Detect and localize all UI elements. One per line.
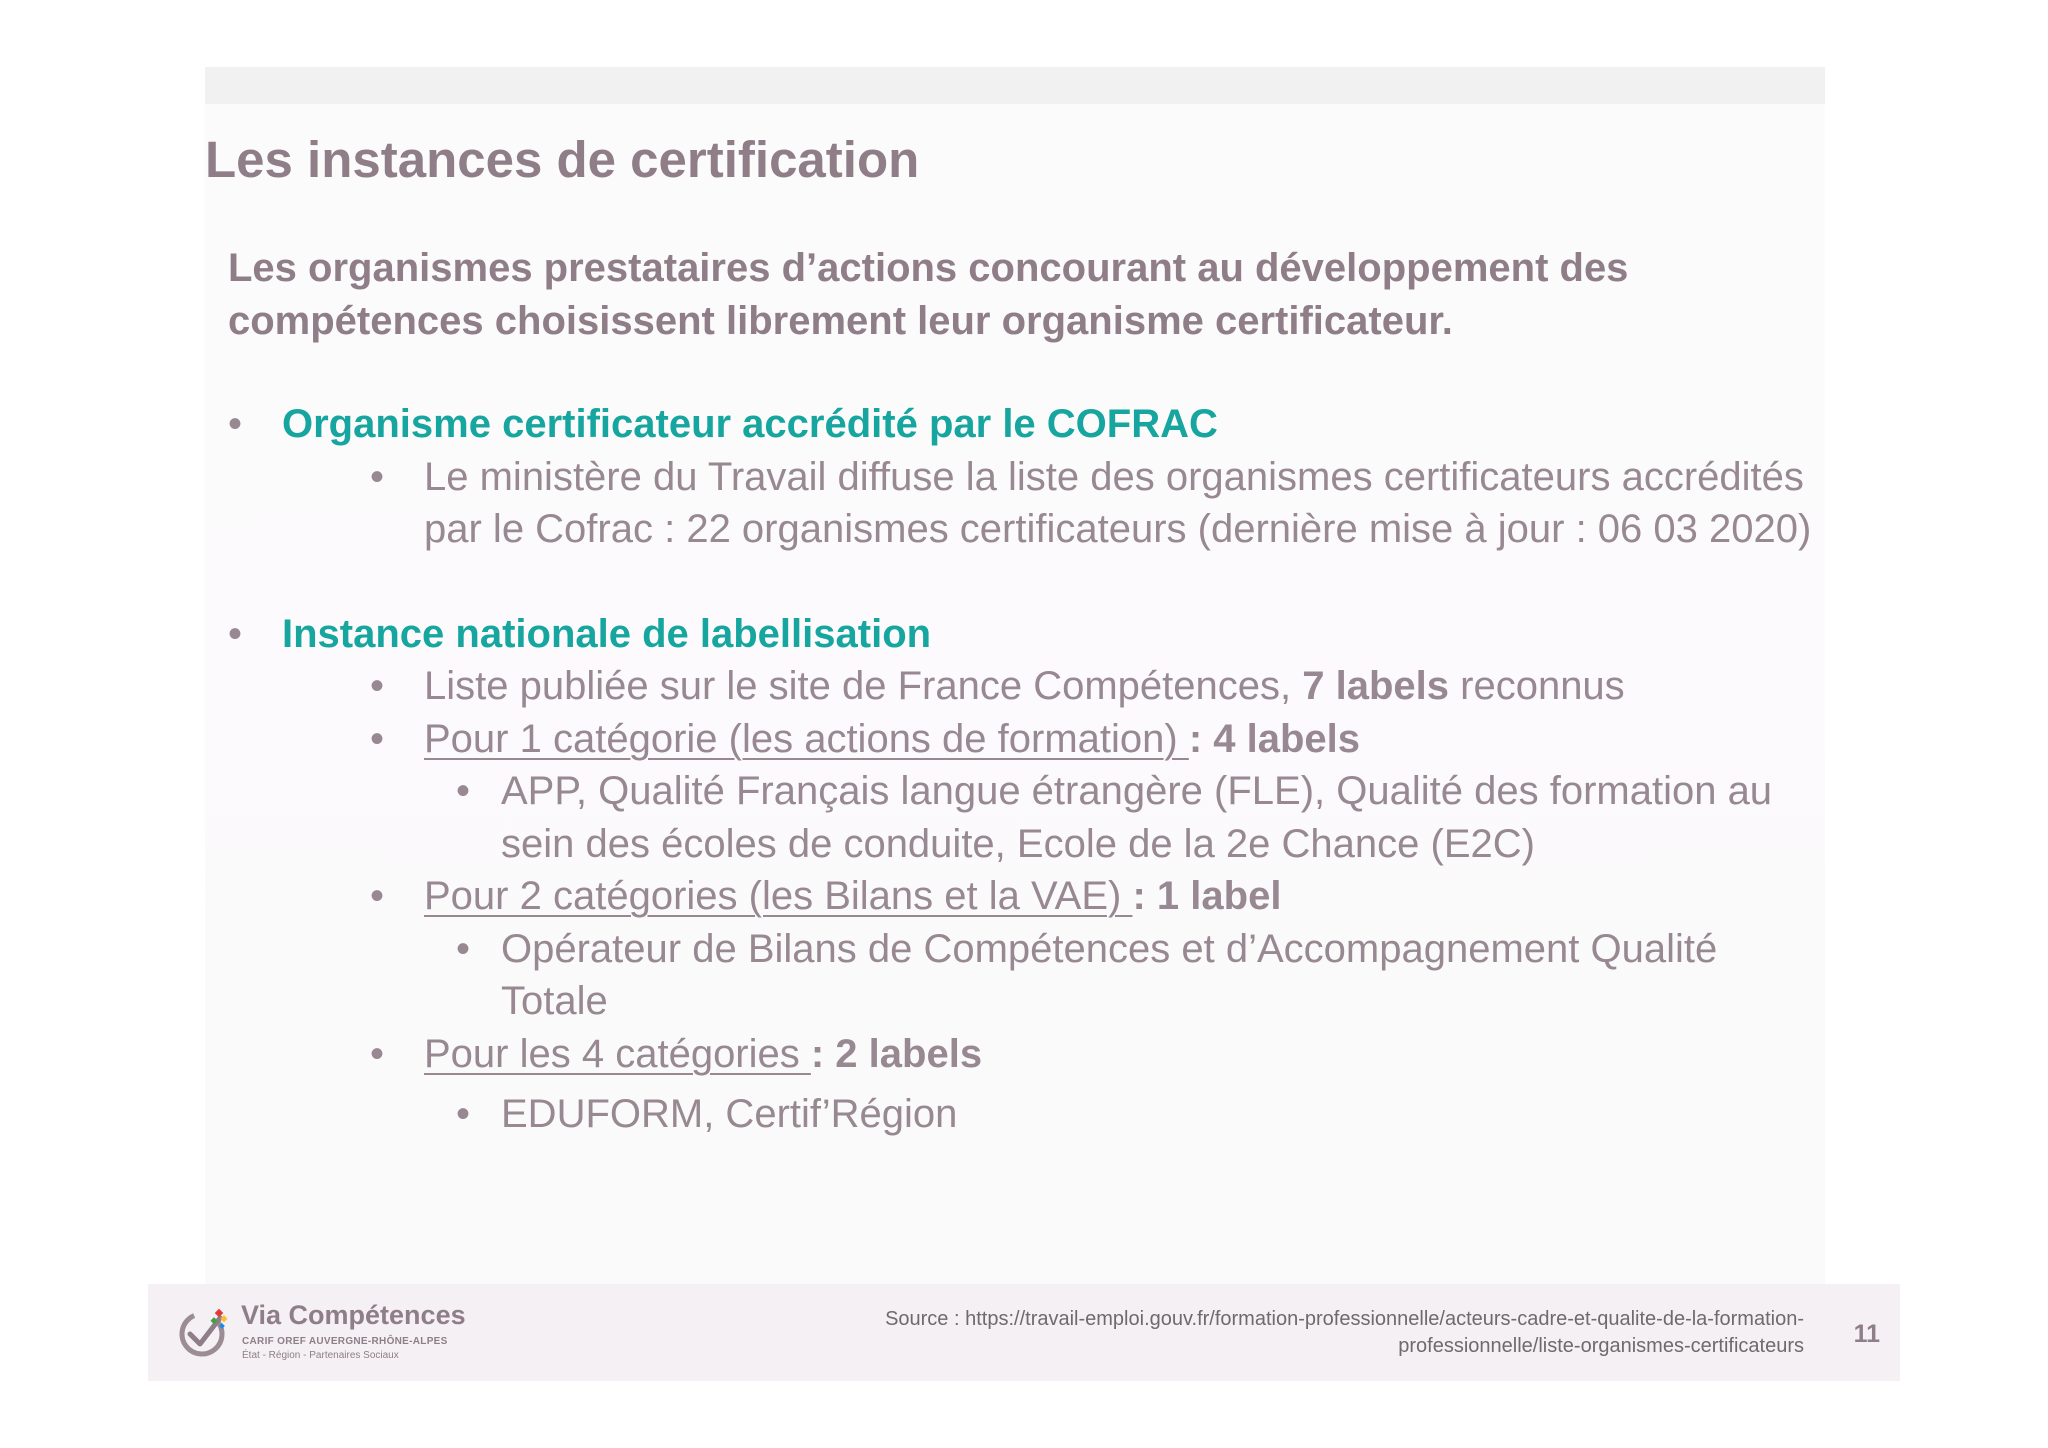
via-competences-logo [176,1300,496,1366]
sub-list-item [228,1088,1828,1141]
slide-title: Les instances de certification [205,131,920,188]
bullet-icon: • [228,402,243,446]
logo-check-icon [176,1304,232,1360]
section-heading-cofrac [228,398,1828,451]
intro-paragraph: Les organismes prestataires d’actions concourant au développement des compétences choisissent librement leur organisme certificateur. [228,246,1629,343]
item2-underlined: Pour 1 catégorie (les actions de formation) [424,716,1189,761]
footer [148,1284,1900,1381]
item4-sub: EDUFORM, Certif’Région [501,1092,958,1136]
bullet-icon: • [456,926,471,971]
item3-underlined: Pour 2 catégories (les Bilans et la VAE) [424,874,1133,918]
top-bar [205,67,1825,104]
item3-sub: Opérateur de Bilans de Compétences et d’Accompagnement Qualité Totale [501,926,1718,1023]
bullet-icon: • [370,1031,385,1076]
section-heading-labellisation [228,608,1828,661]
sub-list-item [228,923,1828,1028]
bullet-icon: • [370,454,385,499]
sub-list-item [228,765,1828,870]
logo-subtitle: CARIF OREF AUVERGNE-RHÔNE-ALPES [242,1336,448,1347]
logo-tagline: État - Région - Partenaires Sociaux [242,1350,399,1361]
section2-heading: Instance nationale de labellisation [282,611,932,656]
list-item [228,660,1828,713]
bullet-icon: • [456,769,471,813]
item1-after: reconnus [1449,664,1625,708]
item3-bold: : 1 label [1132,874,1282,918]
bullet-icon: • [456,1092,471,1136]
bullet-icon: • [228,611,243,656]
list-item [228,870,1828,923]
section1-item: Le ministère du Travail diffuse la liste des organismes certificateurs accrédités par le Cofrac : 22 organismes certificateurs (dernière mise à jour : 06 03 2020) [424,454,1812,551]
bullet-icon: • [370,874,385,918]
item4-bold: : 2 labels [810,1031,983,1076]
page-number: 11 [1853,1320,1880,1348]
section1-heading: Organisme certificateur accrédité par le COFRAC [282,402,1218,446]
source-citation [704,1306,1804,1360]
source-url-line1[interactable]: https://travail-emploi.gouv.fr/formation-professionnelle/acteurs-cadre-et-qualite-de-la-formation- [965,1308,1804,1330]
list-item [228,713,1828,766]
bullet-list [228,398,1828,1141]
item1-text: Liste publiée sur le site de France Compétences, [424,664,1303,708]
source-url-line2[interactable]: professionnelle/liste-organismes-certificateurs [1398,1335,1804,1357]
bullet-icon: • [370,664,385,708]
item2-bold: : 4 labels [1188,716,1361,761]
list-item [228,1028,1828,1081]
item4-underlined: Pour les 4 catégories [424,1031,811,1076]
source-label: Source : [885,1308,966,1330]
list-item [228,451,1828,556]
item1-bold: 7 labels [1302,664,1450,708]
item2-sub: APP, Qualité Français langue étrangère (FLE), Qualité des formation au sein des écoles de conduite, Ecole de la 2e Chance (E2C) [501,769,1773,866]
logo-name: Via Compétences [241,1300,466,1330]
bullet-icon: • [370,716,385,761]
